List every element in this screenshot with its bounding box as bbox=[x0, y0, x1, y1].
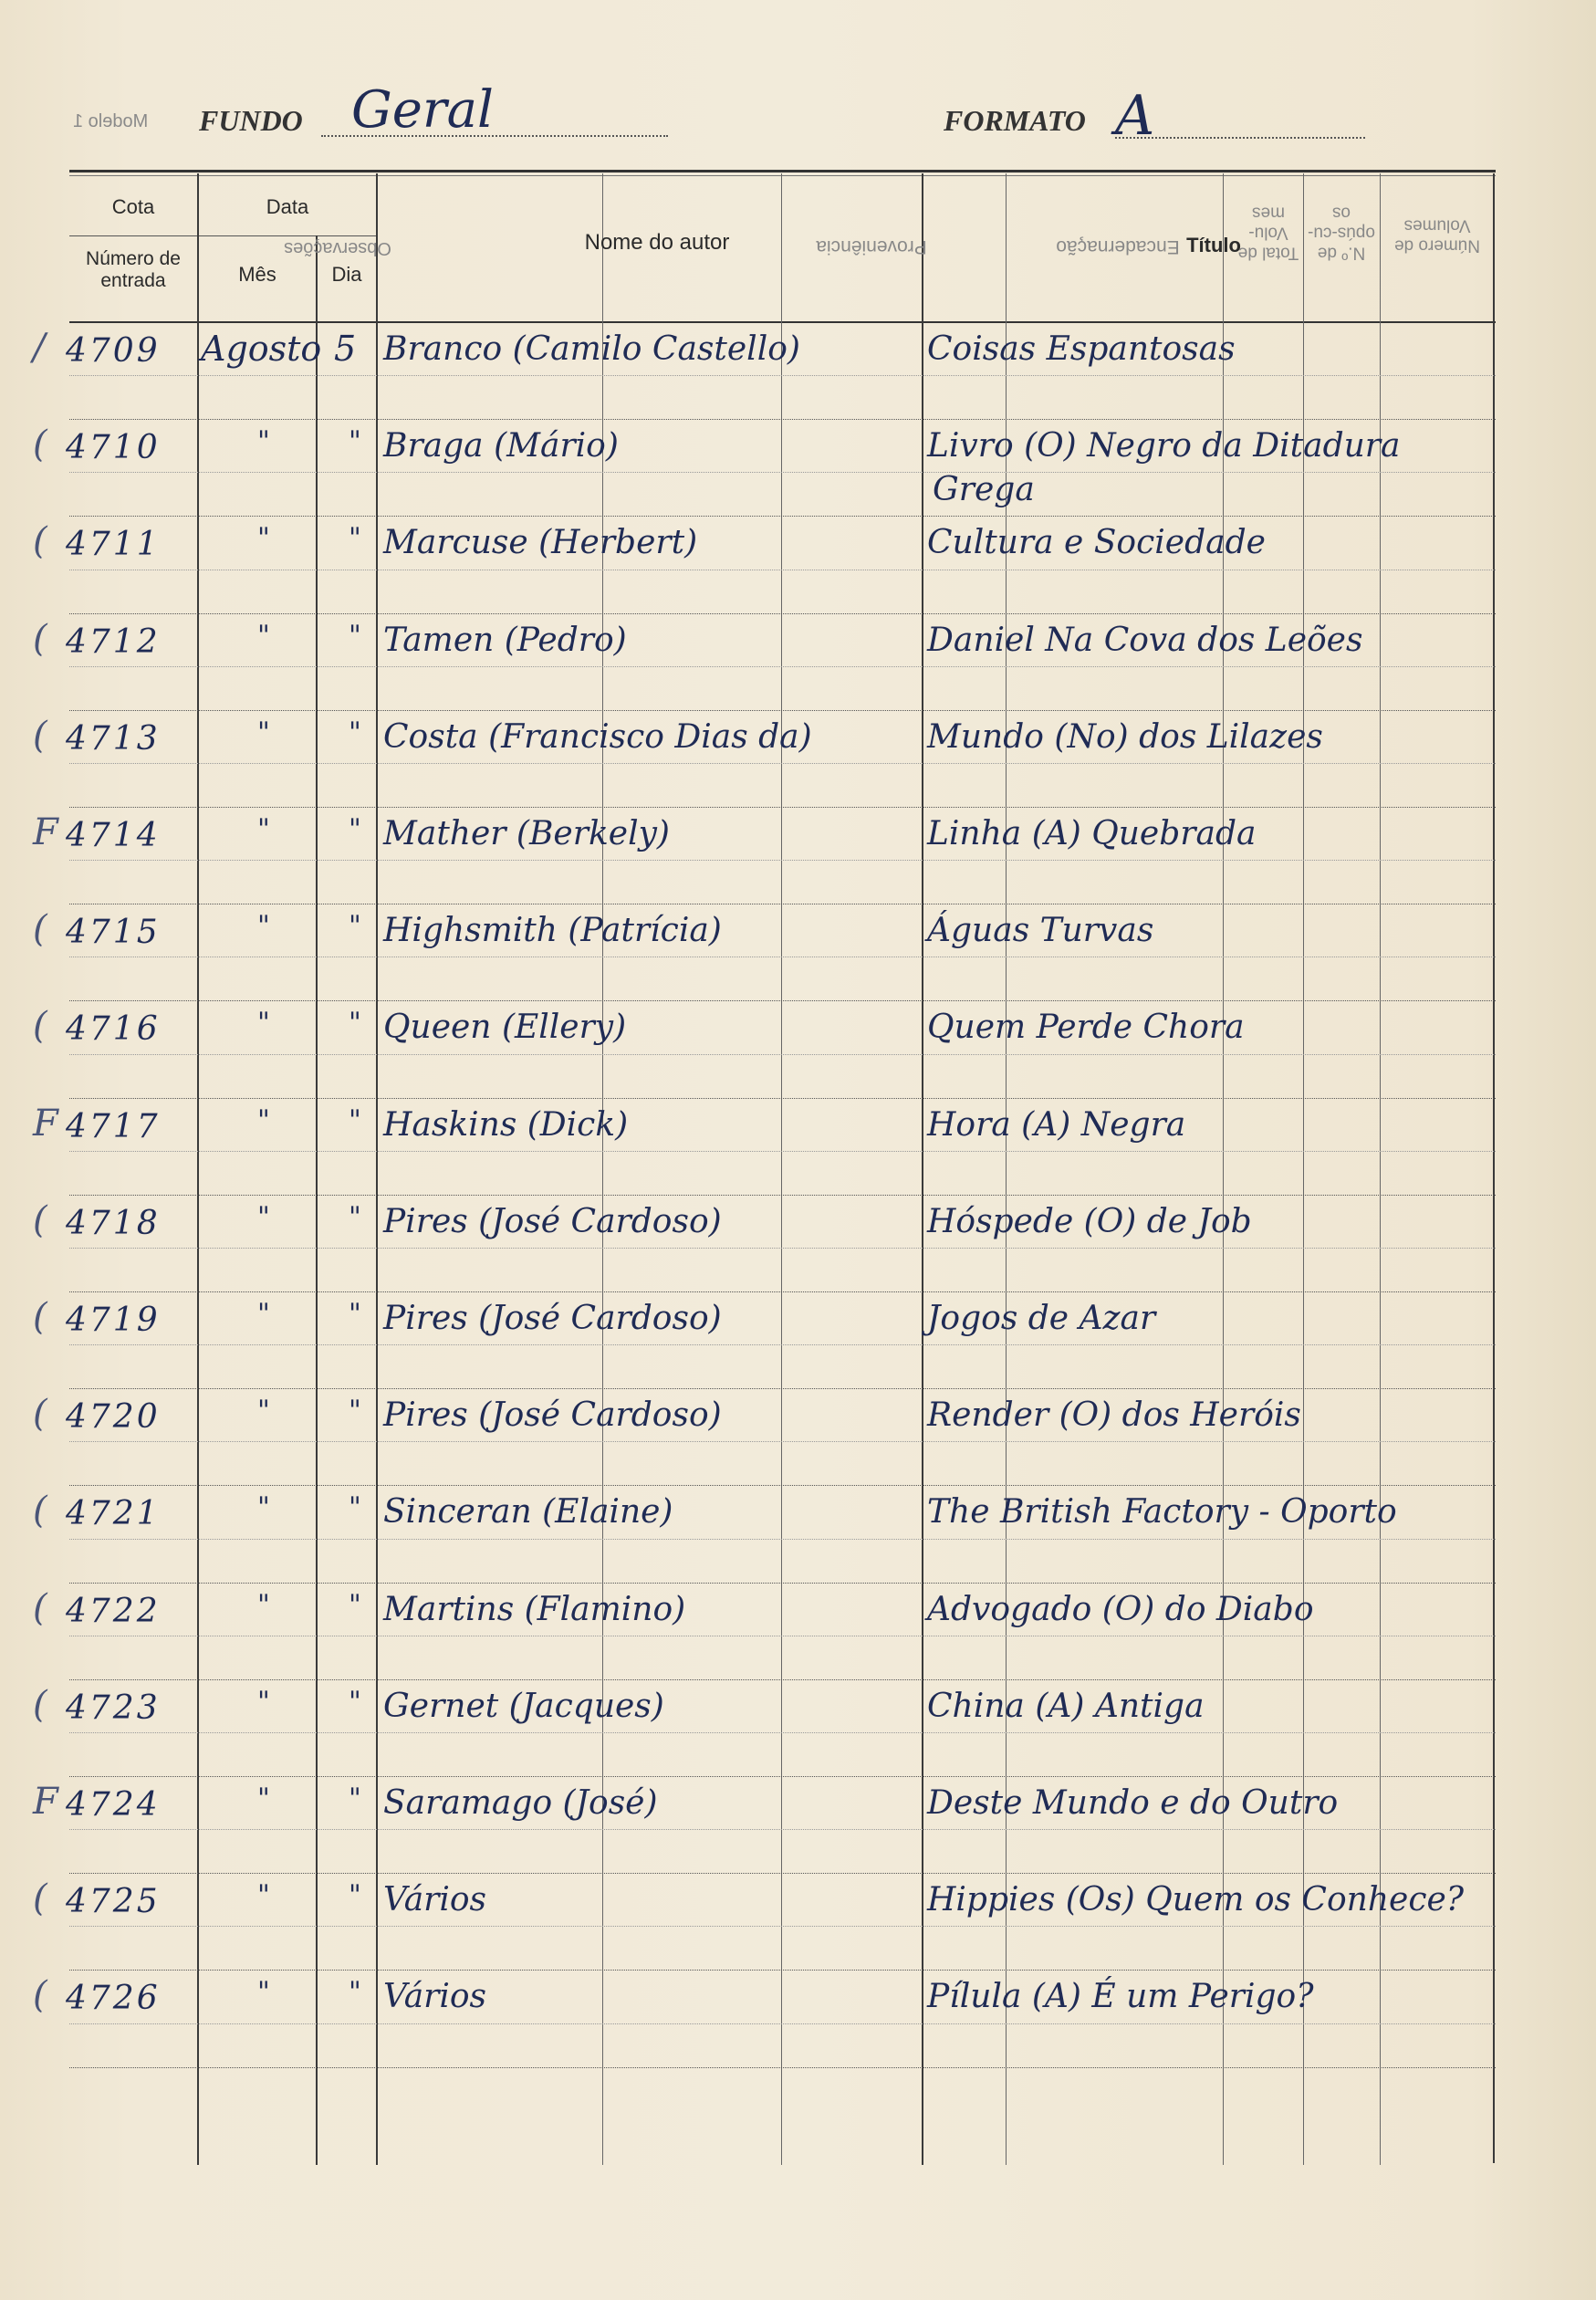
entry-check-mark: ( bbox=[33, 1683, 47, 1726]
row-separator bbox=[69, 419, 1496, 420]
entry-author: Sinceran (Elaine) bbox=[383, 1493, 673, 1532]
entry-title: The British Factory - Oporto bbox=[927, 1493, 1397, 1532]
entry-number: 4723 bbox=[66, 1688, 161, 1727]
entry-check-mark: ( bbox=[33, 1296, 47, 1338]
entry-author: Branco (Camilo Castello) bbox=[383, 330, 800, 368]
cota-divider bbox=[69, 235, 199, 236]
entry-day: " bbox=[349, 425, 361, 458]
entry-month: " bbox=[257, 1588, 270, 1621]
entry-title: Quem Perde Chora bbox=[927, 1009, 1245, 1047]
entry-number: 4715 bbox=[66, 914, 161, 952]
entry-check-mark: ( bbox=[33, 1974, 47, 2017]
entry-day: " bbox=[349, 813, 361, 845]
col-line-mes bbox=[316, 235, 318, 2165]
entry-number: 4709 bbox=[66, 332, 161, 370]
entry-author: Braga (Mário) bbox=[383, 427, 619, 465]
row-separator bbox=[69, 1000, 1496, 1001]
entry-day: " bbox=[349, 910, 361, 943]
entry-author: Martins (Flamino) bbox=[383, 1590, 686, 1628]
col-header-proveniencia: Proveniência bbox=[816, 236, 927, 258]
row-guide-line bbox=[69, 860, 1496, 861]
entry-number: 4718 bbox=[66, 1204, 161, 1242]
entry-check-mark: ( bbox=[33, 1877, 47, 1920]
entry-day: " bbox=[349, 1879, 361, 1912]
entry-check-mark: F bbox=[33, 1781, 58, 1823]
entry-title: Mundo (No) dos Lilazes bbox=[927, 717, 1323, 756]
entry-title: Advogado (O) do Diabo bbox=[927, 1590, 1314, 1628]
entry-day: " bbox=[349, 1588, 361, 1621]
row-guide-line bbox=[69, 1054, 1496, 1055]
entry-title: Daniel Na Cova dos Leões bbox=[927, 621, 1363, 659]
entry-title: Render (O) dos Heróis bbox=[927, 1396, 1301, 1435]
entry-month: " bbox=[257, 1491, 270, 1524]
entry-number: 4711 bbox=[66, 526, 161, 564]
entry-check-mark: ( bbox=[33, 1198, 47, 1241]
data-divider bbox=[199, 235, 378, 236]
fundo-value: Geral bbox=[351, 80, 494, 140]
entry-day: " bbox=[349, 1298, 361, 1330]
col-header-numero-volumes: Número de Volumes bbox=[1394, 215, 1480, 256]
entry-month: " bbox=[257, 813, 270, 845]
entry-title: Deste Mundo e do Outro bbox=[927, 1784, 1339, 1822]
entry-day: " bbox=[349, 522, 361, 555]
entry-check-mark: ( bbox=[33, 1490, 47, 1532]
row-separator bbox=[69, 1388, 1496, 1389]
entry-title: Hóspede (O) de Job bbox=[927, 1202, 1252, 1240]
entry-title: Pílula (A) É um Perigo? bbox=[927, 1978, 1314, 2016]
entry-author: Highsmith (Patrícia) bbox=[383, 912, 722, 950]
entry-month: " bbox=[257, 1298, 270, 1330]
entry-check-mark: / bbox=[33, 327, 46, 369]
entry-month: " bbox=[257, 1007, 270, 1040]
entry-author: Marcuse (Herbert) bbox=[383, 524, 698, 562]
entry-month: " bbox=[257, 1103, 270, 1136]
entry-day: " bbox=[349, 1782, 361, 1814]
entry-author: Vários bbox=[383, 1881, 487, 1919]
entry-month: " bbox=[257, 716, 270, 748]
entry-day: " bbox=[349, 716, 361, 748]
entry-number: 4726 bbox=[66, 1980, 161, 2018]
entry-check-mark: ( bbox=[33, 1586, 47, 1629]
row-separator bbox=[69, 1583, 1496, 1584]
entry-day: 5 bbox=[334, 329, 357, 369]
entry-title: Hora (A) Negra bbox=[927, 1105, 1186, 1144]
formato-value: A bbox=[1115, 84, 1155, 148]
table-top-border bbox=[69, 170, 1496, 172]
row-separator bbox=[69, 1195, 1496, 1196]
table-top-border-2 bbox=[69, 175, 1496, 176]
row-separator bbox=[69, 1970, 1496, 1971]
col-header-dia: Dia bbox=[331, 263, 362, 286]
entry-number: 4710 bbox=[66, 429, 161, 467]
row-guide-line bbox=[69, 763, 1496, 764]
entry-title: Cultura e Sociedade bbox=[927, 524, 1266, 562]
entry-title: Águas Turvas bbox=[927, 912, 1154, 950]
entry-month: " bbox=[257, 1782, 270, 1814]
entry-check-mark: ( bbox=[33, 520, 47, 563]
entry-month: " bbox=[257, 910, 270, 943]
col-header-total-volumes: Total de Volu-mes bbox=[1237, 203, 1299, 263]
entry-number: 4717 bbox=[66, 1107, 161, 1145]
col-header-data: Data bbox=[266, 195, 309, 218]
col-header-nome-autor: Nome do autor bbox=[584, 230, 730, 255]
row-separator bbox=[69, 1873, 1496, 1874]
entry-day: " bbox=[349, 1491, 361, 1524]
row-guide-line bbox=[69, 375, 1496, 376]
entry-author: Haskins (Dick) bbox=[383, 1105, 629, 1144]
entry-title: Coisas Espantosas bbox=[927, 330, 1236, 368]
entry-day: " bbox=[349, 1395, 361, 1427]
row-separator bbox=[69, 1291, 1496, 1292]
row-guide-line bbox=[69, 1829, 1496, 1830]
row-separator bbox=[69, 1679, 1496, 1680]
entry-check-mark: ( bbox=[33, 1005, 47, 1048]
col-header-titulo: Título bbox=[1186, 234, 1241, 256]
entry-author: Pires (José Cardoso) bbox=[383, 1396, 722, 1435]
row-separator bbox=[69, 1776, 1496, 1777]
entry-day: " bbox=[349, 1200, 361, 1233]
row-guide-line bbox=[69, 472, 1496, 473]
entry-title: China (A) Antiga bbox=[927, 1687, 1205, 1725]
entry-author: Vários bbox=[383, 1978, 487, 2016]
entry-author: Saramago (José) bbox=[383, 1784, 658, 1822]
row-guide-line bbox=[69, 1441, 1496, 1442]
entry-title: Linha (A) Quebrada bbox=[927, 815, 1257, 852]
row-guide-line bbox=[69, 1732, 1496, 1733]
entry-check-mark: ( bbox=[33, 1393, 47, 1436]
entry-number: 4724 bbox=[66, 1786, 161, 1824]
entry-month: " bbox=[257, 522, 270, 555]
entry-day: " bbox=[349, 1103, 361, 1136]
entry-month: " bbox=[257, 425, 270, 458]
row-separator bbox=[69, 516, 1496, 517]
col-header-n-opusculos: N.º de opús-cu-os bbox=[1308, 203, 1375, 263]
row-separator bbox=[69, 613, 1496, 614]
entry-month: " bbox=[257, 1976, 270, 2009]
entry-month: " bbox=[257, 1685, 270, 1718]
entry-check-mark: F bbox=[33, 811, 58, 853]
row-separator bbox=[69, 1485, 1496, 1486]
col-header-numero-entrada: Número de entrada bbox=[86, 248, 181, 292]
entry-month: " bbox=[257, 1395, 270, 1427]
row-guide-line bbox=[69, 2023, 1496, 2024]
entry-check-mark: ( bbox=[33, 908, 47, 951]
row-guide-line bbox=[69, 1344, 1496, 1345]
entry-author: Pires (José Cardoso) bbox=[383, 1300, 722, 1337]
entry-month: " bbox=[257, 1200, 270, 1233]
entry-title: Jogos de Azar bbox=[927, 1300, 1156, 1337]
header-bottom-border bbox=[69, 321, 1496, 323]
col-header-observacoes: Observações bbox=[284, 238, 391, 258]
model-label: Modelo 1 bbox=[73, 111, 149, 131]
entry-number: 4714 bbox=[66, 817, 161, 854]
row-separator bbox=[69, 1098, 1496, 1099]
entry-author: Queen (Ellery) bbox=[383, 1009, 627, 1047]
row-guide-line bbox=[69, 1926, 1496, 1927]
entry-day: " bbox=[349, 619, 361, 652]
row-separator bbox=[69, 2067, 1496, 2068]
row-separator bbox=[69, 807, 1496, 808]
entry-day: " bbox=[349, 1685, 361, 1718]
formato-label: FORMATO bbox=[944, 104, 1086, 137]
fundo-label: FUNDO bbox=[199, 104, 303, 137]
entry-number: 4712 bbox=[66, 622, 161, 661]
entry-author: Pires (José Cardoso) bbox=[383, 1202, 722, 1240]
col-header-cota: Cota bbox=[111, 195, 155, 218]
entry-month: Agosto bbox=[201, 329, 322, 369]
entry-title-continued: Grega bbox=[933, 471, 1035, 509]
entry-number: 4725 bbox=[66, 1883, 161, 1921]
entry-check-mark: ( bbox=[33, 423, 47, 466]
row-guide-line bbox=[69, 1539, 1496, 1540]
entry-check-mark: ( bbox=[33, 617, 47, 660]
entry-title: Hippies (Os) Quem os Conhece? bbox=[927, 1881, 1465, 1919]
entry-number: 4719 bbox=[66, 1302, 161, 1339]
entry-number: 4722 bbox=[66, 1592, 161, 1630]
entry-number: 4721 bbox=[66, 1495, 161, 1533]
row-guide-line bbox=[69, 1248, 1496, 1249]
col-header-mes: Mês bbox=[238, 263, 276, 286]
entry-number: 4716 bbox=[66, 1010, 161, 1049]
row-separator bbox=[69, 710, 1496, 711]
entry-author: Gernet (Jacques) bbox=[383, 1687, 664, 1725]
col-header-encadernacao: Encadernação bbox=[1056, 236, 1180, 258]
entry-author: Mather (Berkely) bbox=[383, 815, 670, 852]
entry-number: 4720 bbox=[66, 1398, 161, 1437]
row-guide-line bbox=[69, 666, 1496, 667]
entry-check-mark: ( bbox=[33, 714, 47, 757]
entry-check-mark: F bbox=[33, 1102, 58, 1145]
entry-number: 4713 bbox=[66, 719, 161, 758]
entry-author: Tamen (Pedro) bbox=[383, 621, 627, 659]
row-guide-line bbox=[69, 1151, 1496, 1152]
entry-author: Costa (Francisco Dias da) bbox=[383, 717, 812, 756]
entry-day: " bbox=[349, 1976, 361, 2009]
entry-day: " bbox=[349, 1007, 361, 1040]
entry-title: Livro (O) Negro da Ditadura bbox=[927, 427, 1401, 465]
entry-month: " bbox=[257, 619, 270, 652]
entry-month: " bbox=[257, 1879, 270, 1912]
